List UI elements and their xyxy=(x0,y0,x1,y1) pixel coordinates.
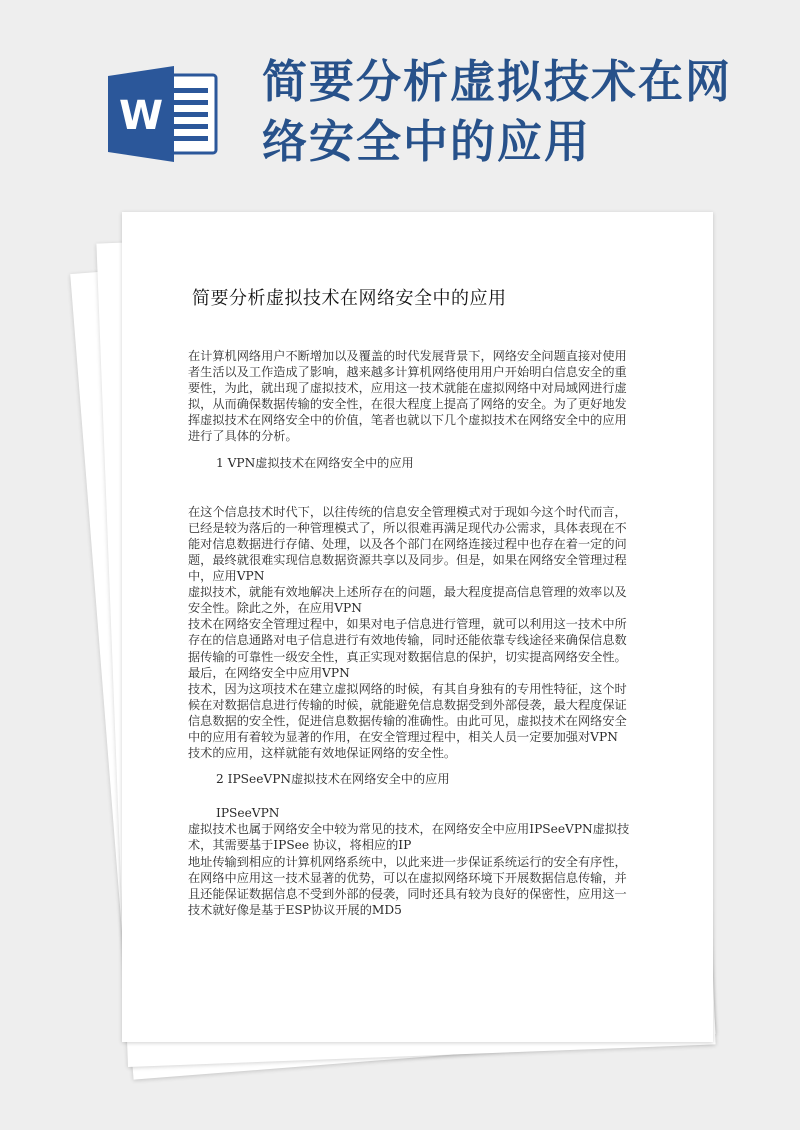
section-2-heading: 2 IPSeeVPN虚拟技术在网络安全中的应用 xyxy=(216,772,450,787)
section-2-paragraph: 地址传输到相应的计算机网络系统中，以此来进一步保证系统运行的安全有序性，在网络中应用这一技术显著的优势，可以在虚拟网络环境下开展数据信息传输，并且还能保证数据信息不受到外部的侵袭，同时还具有较为良好的保密性，应用这一技术就好像是基于ESP协议开展的MD5 xyxy=(188,854,627,917)
section-2-paragraph: IPSeeVPN xyxy=(216,806,280,821)
banner-title: 简要分析虚拟技术在网络安全中的应用 xyxy=(262,55,733,168)
section-1-paragraph: 技术在网络安全管理过程中，如果对电子信息进行管理，就可以利用这一技术中所存在的信息通路对电子信息进行有效地传输，同时还能依靠专线途径来确保信息数据传输的可靠性一级安全性，真正实现对数据信息的保护，切实提高网络安全性。最后，在网络安全中应用VPN xyxy=(188,617,627,680)
page-title: 简要分析虚拟技术在网络安全中的应用 xyxy=(192,288,507,309)
section-1-paragraph: 技术，因为这项技术在建立虚拟网络的时候，有其自身独有的专用性特征，这个时候在对数据信息进行传输的时候，就能避免信息数据受到外部侵袭，最大程度保证信息数据的安全性，促进信息数据传输的准确性。由此可见，虚拟技术在网络安全中的应用有着较为显著的作用，在安全管理过程中，相关人员一定要加强对VPN 技术的应用，这样就能有效地保证网络的安全性。 xyxy=(188,681,627,761)
word-icon-letter: W xyxy=(118,93,164,139)
section-1-paragraph: 在这个信息技术时代下，以往传统的信息安全管理模式对于现如今这个时代而言，已经是较为落后的一种管理模式了，所以很难再满足现代办公需求，具体表现在不能对信息数据进行存储、处理，以及各个部门在网络连接过程中也存在着一定的问题，最终就很难实现信息数据资源共享以及同步。但是，如果在网络安全管理过程中，应用VPN xyxy=(188,504,627,584)
section-1-paragraph: 虚拟技术，就能有效地解决上述所存在的问题，最大程度提高信息管理的效率以及安全性。除此之外，在应用VPN xyxy=(188,585,627,616)
document-preview-header xyxy=(0,0,800,210)
section-2-paragraph: 虚拟技术也属于网络安全中较为常见的技术，在网络安全中应用IPSeeVPN虚拟技术，其需要基于IPSee 协议，将相应的IP xyxy=(188,822,630,853)
section-1-heading: 1 VPN虚拟技术在网络安全中的应用 xyxy=(216,455,414,470)
document-page xyxy=(122,212,713,1042)
intro-paragraph: 在计算机网络用户不断增加以及覆盖的时代发展背景下，网络安全问题直接对使用者生活以及工作造成了影响，越来越多计算机网络使用用户开始明白信息安全的重要性，为此，就出现了虚拟技术，应用这一技术就能在虚拟网络中对局域网进行虚拟，从而确保数据传输的安全性，在很大程度上提高了网络的安全。为了更好地发挥虚拟技术在网络安全中的价值，笔者也就以下几个虚拟技术在网络安全中的应用进行了具体的分析。 xyxy=(188,349,627,444)
document-body xyxy=(188,348,630,918)
word-document-icon xyxy=(108,66,220,162)
